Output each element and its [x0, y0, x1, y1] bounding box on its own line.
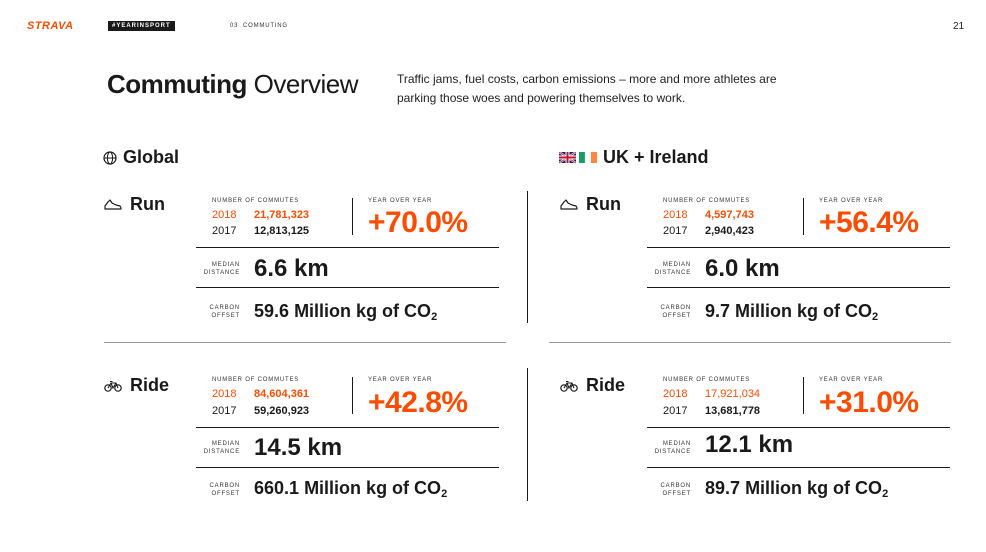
median-distance-value: 12.1 km [705, 431, 794, 458]
yoy-value: +70.0% [368, 206, 468, 239]
commutes-label: NUMBER OF COMMUTES [212, 198, 300, 204]
activity-name: Run [586, 194, 621, 214]
activity-name: Ride [586, 375, 626, 395]
carbon-offset-value: 89.7 Million kg of $CO_2$ [705, 478, 889, 500]
year: 2018 [663, 209, 688, 221]
region-name: UK + Ireland [603, 147, 709, 167]
median-distance-value: 6.0 km [705, 255, 780, 282]
commutes-2017 [663, 403, 760, 419]
year: 2017 [212, 225, 237, 237]
column-divider [527, 191, 528, 323]
column-divider [527, 368, 528, 501]
brand-logo: STRAVA [27, 20, 74, 32]
carbon-offset-label: CARBON OFFSET [209, 483, 240, 497]
commutes-2017 [212, 223, 309, 239]
value: 84,604,361 [254, 388, 310, 400]
region-name: Global [123, 147, 180, 167]
yoy-value: +56.4% [819, 206, 919, 239]
title-bold: Commuting [107, 69, 247, 99]
stat-divider [647, 427, 950, 428]
section-divider [549, 342, 951, 343]
value: 2,940,423 [705, 225, 754, 237]
activity-ride-global [104, 375, 169, 396]
year: 2018 [663, 388, 688, 400]
stat-divider [196, 287, 499, 288]
yoy-value: +31.0% [819, 386, 919, 419]
stat-divider [196, 247, 499, 248]
yoy-label: YEAR OVER YEAR [819, 377, 884, 383]
median-distance-label: MEDIAN DISTANCE [654, 441, 691, 455]
activity-run-uk [560, 194, 621, 215]
page-title [107, 69, 358, 99]
year: 2017 [212, 405, 237, 417]
value: 4,597,743 [705, 209, 754, 221]
intro-text: Traffic jams, fuel costs, carbon emissions – more and more athletes are parking those woes and powering themselves to work. [397, 72, 777, 105]
activity-ride-uk [560, 375, 625, 396]
yoy-label: YEAR OVER YEAR [368, 377, 433, 383]
bicycle-icon [560, 380, 578, 392]
value: 13,681,778 [705, 405, 761, 417]
carbon-offset-value: 59.6 Million kg of $CO_2$ [254, 301, 438, 323]
activity-name: Ride [130, 375, 170, 395]
commutes-2018 [212, 207, 309, 223]
commutes-2018 [663, 386, 760, 402]
stat-divider [647, 467, 950, 468]
commutes-2017 [663, 223, 754, 239]
year: 2017 [663, 405, 688, 417]
stat-divider [196, 427, 499, 428]
carbon-offset-value: 9.7 Million kg of $CO_2$ [705, 301, 879, 323]
activity-name: Run [130, 194, 165, 214]
yoy-label: YEAR OVER YEAR [819, 198, 884, 204]
stat-divider [196, 467, 499, 468]
stat-divider [352, 198, 353, 235]
commutes-label: NUMBER OF COMMUTES [212, 377, 300, 383]
value: 17,921,034 [705, 388, 761, 400]
region-uk-ireland [559, 147, 709, 168]
region-global [103, 147, 179, 168]
median-distance-label: MEDIAN DISTANCE [654, 262, 691, 276]
year: 2018 [212, 388, 237, 400]
commutes-2018 [663, 207, 754, 223]
globe-icon [103, 151, 117, 165]
commutes-label: NUMBER OF COMMUTES [663, 198, 751, 204]
median-distance-value: 14.5 km [254, 434, 343, 461]
carbon-offset-label: CARBON OFFSET [660, 483, 691, 497]
commutes-2018 [212, 386, 309, 402]
bicycle-icon [104, 380, 122, 392]
year: 2017 [663, 225, 688, 237]
uk-ireland-flags-icon [559, 152, 597, 164]
value: 12,813,125 [254, 225, 310, 237]
shoe-icon [104, 199, 122, 211]
section-divider [104, 342, 506, 343]
carbon-offset-value: 660.1 Million kg of $CO_2$ [254, 478, 448, 500]
median-distance-label: MEDIAN DISTANCE [203, 441, 240, 455]
commutes-2017 [212, 403, 309, 419]
value: 59,260,923 [254, 405, 310, 417]
year: 2018 [212, 209, 237, 221]
section-number: 03 [230, 23, 239, 29]
commutes-label: NUMBER OF COMMUTES [663, 377, 751, 383]
median-distance-label: MEDIAN DISTANCE [203, 262, 240, 276]
stat-divider [803, 377, 804, 414]
year-in-sport-tag: #YEARINSPORT [108, 21, 175, 31]
stat-divider [647, 287, 950, 288]
yoy-value: +42.8% [368, 386, 468, 419]
activity-run-global [104, 194, 165, 215]
page-number: 21 [953, 21, 965, 32]
carbon-offset-label: CARBON OFFSET [660, 305, 691, 319]
yoy-label: YEAR OVER YEAR [368, 198, 433, 204]
stat-divider [803, 198, 804, 235]
stat-divider [352, 377, 353, 414]
title-light: Overview [253, 69, 359, 99]
median-distance-value: 6.6 km [254, 255, 329, 282]
carbon-offset-label: CARBON OFFSET [209, 305, 240, 319]
stat-divider [647, 247, 950, 248]
shoe-icon [560, 199, 578, 211]
section-name: COMMUTING [243, 23, 288, 29]
value: 21,781,323 [254, 209, 310, 221]
